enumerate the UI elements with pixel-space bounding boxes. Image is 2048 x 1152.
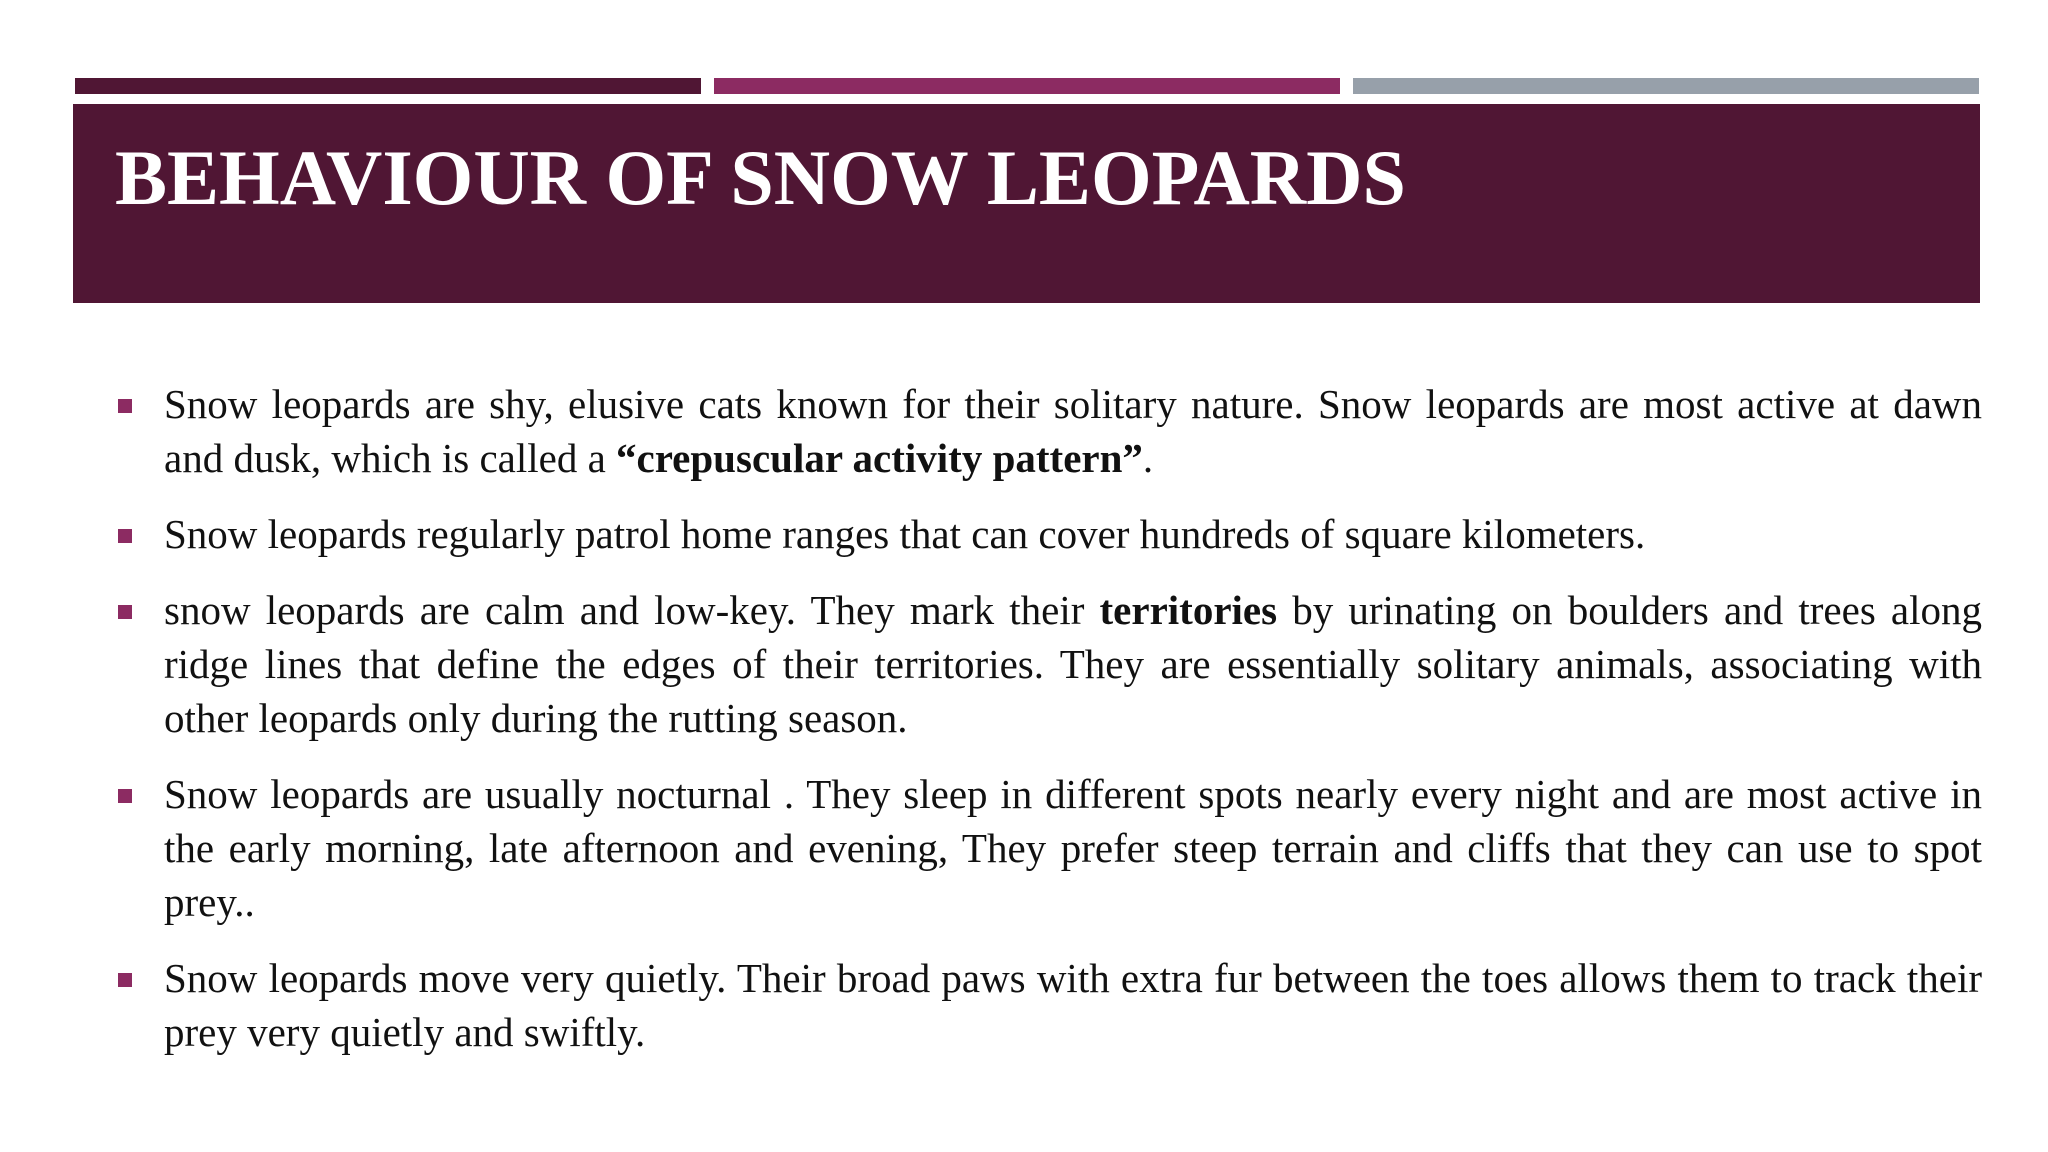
accent-bar-dark [75,78,701,94]
bullet-list [114,377,1982,1059]
bullet-item [114,583,1982,745]
bullet-item [114,951,1982,1059]
square-bullet-icon [118,789,132,803]
bullet-item [114,767,1982,929]
square-bullet-icon [118,529,132,543]
bullet-text: Snow leopards move very quietly. Their broad paws with extra fur between the toes allows them to track their prey very quietly and swiftly. [164,955,1982,1055]
bullet-text: Snow leopards are usually nocturnal . They sleep in different spots nearly every night and are most active in the early morning, late afternoon and evening, They prefer steep terrain and cliffs that they can use to spot prey.. [164,771,1982,925]
title-band [73,104,1980,303]
accent-bar-magenta [714,78,1340,94]
bullet-text: Snow leopards are shy, elusive cats known for their solitary nature. Snow leopards are most active at dawn and dusk, which is called a “crepuscular activity pattern”. [164,381,1982,481]
accent-bar-grey [1353,78,1979,94]
bullet-item [114,507,1982,561]
square-bullet-icon [118,399,132,413]
bullet-text: Snow leopards regularly patrol home ranges that can cover hundreds of square kilometers. [164,511,1646,557]
bullet-text: snow leopards are calm and low-key. They mark their territories by urinating on boulders and trees along ridge lines that define the edges of their territories. They are essentially solitary animals, associating with other leopards only during the rutting season. [164,587,1983,741]
square-bullet-icon [118,605,132,619]
slide-title: BEHAVIOUR OF SNOW LEOPARDS [115,134,1406,221]
square-bullet-icon [118,973,132,987]
bullet-item [114,377,1982,485]
